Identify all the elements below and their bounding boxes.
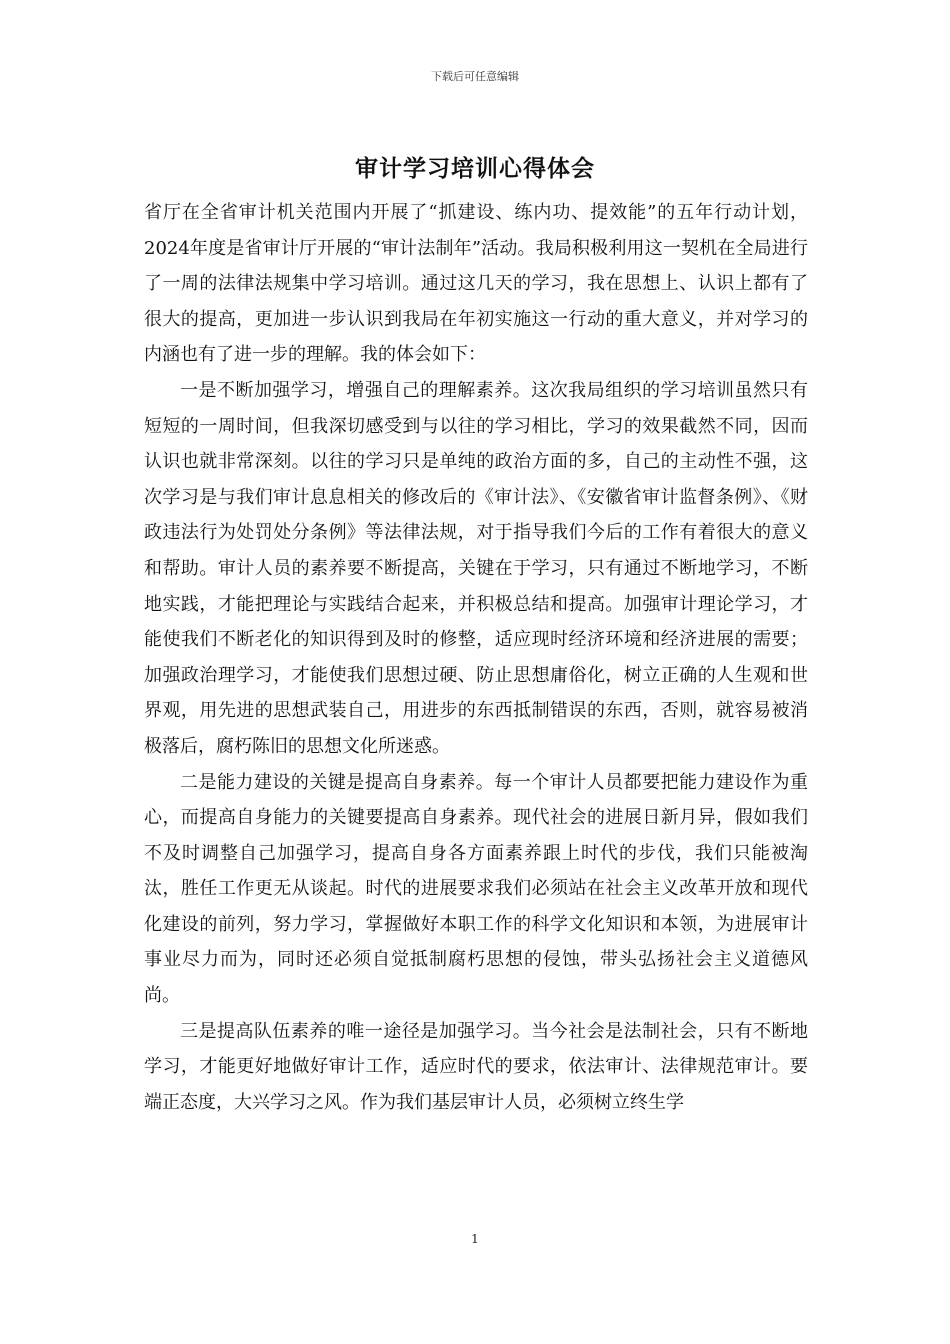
document-body [144, 195, 808, 1120]
paragraph-intro: 省厅在全省审计机关范围内开展了“抓建设、练内功、提效能”的五年行动计划，2024年度是省审计厅开展的“审计法制年”活动。我局积极利用这一契机在全局进行了一周的法律法规集中学习培训。通过这几天的学习，我在思想上、认识上都有了很大的提高，更加进一步认识到我局在年初实施这一行动的重大意义，并对学习的内涵也有了进一步的理解。我的体会如下： [144, 202, 808, 366]
page-number: 1 [471, 1232, 479, 1246]
document-title: 审计学习培训心得体会 [355, 155, 595, 182]
paragraph-point-two: 二是能力建设的关键是提高自身素养。每一个审计人员都要把能力建设作为重心，而提高自身能力的关键要提高自身素养。现代社会的进展日新月异，假如我们不及时调整自己加强学习，提高自身各方面素养跟上时代的步伐，我们只能被淘汰，胜任工作更无从谈起。时代的进展要求我们必须站在社会主义改革开放和现代化建设的前列，努力学习，掌握做好本职工作的科学文化知识和本领，为进展审计事业尽力而为，同时还必须自觉抵制腐朽思想的侵蚀，带头弘扬社会主义道德风尚。 [144, 771, 808, 1007]
paragraph-point-one: 一是不断加强学习，增强自己的理解素养。这次我局组织的学习培训虽然只有短短的一周时间，但我深切感受到与以往的学习相比，学习的效果截然不同，因而认识也就非常深刻。以往的学习只是单纯的政治方面的多，自己的主动性不强，这次学习是与我们审计息息相关的修改后的《审计法》、《安徽省审计监督条例》、《财政违法行为处罚处分条例》等法律法规，对于指导我们今后的工作有着很大的意义和帮助。审计人员的素养要不断提高，关键在于学习，只有通过不断地学习，不断地实践，才能把理论与实践结合起来，并积极总结和提高。加强审计理论学习，才能使我们不断老化的知识得到及时的修整，适应现时经济环境和经济进展的需要；加强政治理学习，才能使我们思想过硬、防止思想庸俗化，树立正确的人生观和世界观，用先进的思想武装自己，用进步的东西抵制错误的东西，否则，就容易被消极落后，腐朽陈旧的思想文化所迷惑。 [144, 379, 808, 757]
header-note: 下载后可任意编辑 [431, 70, 519, 83]
paragraph-point-three: 三是提高队伍素养的唯一途径是加强学习。当今社会是法制社会，只有不断地学习，才能更好地做好审计工作，适应时代的要求，依法审计、法律规范审计。要端正态度，大兴学习之风。作为我们基层审计人员，必须树立终生学 [144, 1020, 808, 1113]
